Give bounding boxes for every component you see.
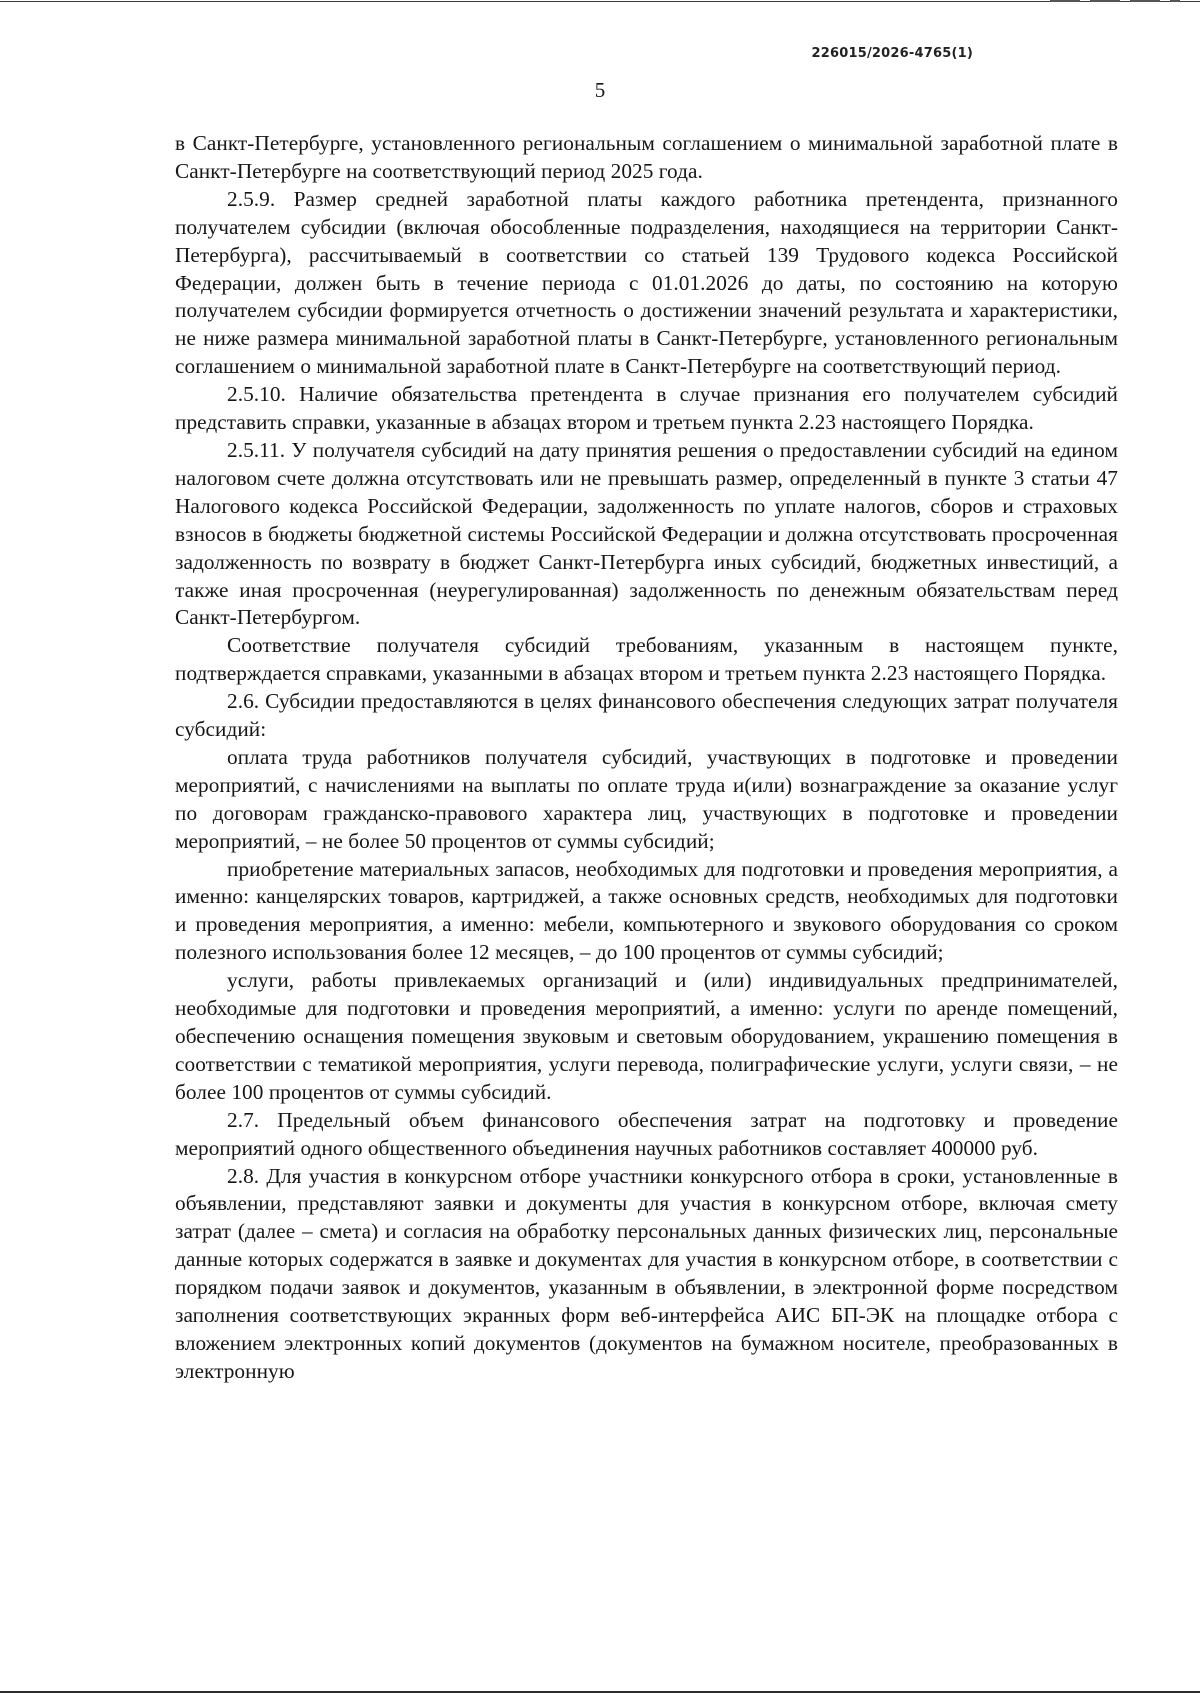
paragraph-2-5-11: 2.5.11. У получателя субсидий на дату принятия решения о предоставлении субсидий на едином налоговом счете должна отсутствовать или не превышать размер, определенный в пункте 3 статьи 47 Налогового кодекса Российской Федерации, задолженность по уплате налогов, сборов и страховых взносов в бюджеты бюджетной системы Российской Федерации и должна отсутствовать просроченная задолженность по возврату в бюджет Санкт-Петербурга иных субсидий, бюджетных инвестиций, а также иная просроченная (неурегулированная) задолженность по денежным обязательствам перед Санкт-Петербургом. [175, 437, 1118, 630]
paragraph-2-5-9: 2.5.9. Размер средней заработной платы каждого работника претендента, признанного получателем субсидии (включая обособленные подразделения, находящиеся на территории Санкт-Петербурга), рассчитываемый в соответствии со статьей 139 Трудового кодекса Российской Федерации, должен быть в течение периода с 01.01.2026 до даты, по состоянию на которую получателем субсидии формируется отчетность о достижении значений результата и характеристики, не ниже размера минимальной заработной платы в Санкт-Петербурге, установленного региональным соглашением о минимальной заработной плате в Санкт-Петербурге на соответствующий период. [175, 186, 1118, 379]
document-body [175, 130, 1118, 1386]
paragraph-2-5-10: 2.5.10. Наличие обязательства претендента в случае признания его получателем субсидий представить справки, указанные в абзацах втором и третьем пункта 2.23 настоящего Порядка. [175, 382, 1118, 435]
paragraph-continuation: в Санкт-Петербурге, установленного региональным соглашением о минимальной заработной плате в Санкт-Петербурге на соответствующий период 2025 года. [175, 131, 1118, 183]
scan-bottom-edge [0, 1691, 1200, 1693]
paragraph-2-8: 2.8. Для участия в конкурсном отборе участники конкурсного отбора в сроки, установленные в объявлении, представляют заявки и документы для участия в конкурсном отборе, включая смету затрат (далее – смета) и согласия на обработку персональных данных физических лиц, персональные данные которых содержатся в заявке и документах для участия в конкурсном отборе, в соответствии с порядком подачи заявок и документов, указанным в объявлении, в электронной форме посредством заполнения соответствующих экранных форм веб-интерфейса АИС БП-ЭК на площадке отбора с вложением электронных копий документов (документов на бумажном носителе, преобразованных в электронную [175, 1163, 1118, 1383]
paragraph-services: услуги, работы привлекаемых организаций и (или) индивидуальных предпринимателей, необходимые для подготовки и проведения мероприятий, а именно: услуги по аренде помещений, обеспечению оснащения помещения звуковым и световым оборудованием, украшению помещения в соответствии с тематикой мероприятия, услуги перевода, полиграфические услуги, услуги связи, – не более 100 процентов от суммы субсидий. [175, 968, 1118, 1104]
scan-top-edge [0, 1, 1200, 2]
page-number: 5 [594, 78, 606, 102]
scan-corner-mark [1050, 0, 1180, 2]
paragraph-labor-costs: оплата труда работников получателя субсидий, участвующих в подготовке и проведении мероприятий, с начислениями на выплаты по оплате труда и(или) вознаграждение за оказание услуг по договорам гражданско-правового характера лиц, участвующих в подготовке и проведении мероприятий, – не более 50 процентов от суммы субсидий; [175, 744, 1118, 853]
paragraph-2-7: 2.7. Предельный объем финансового обеспечения затрат на подготовку и проведение мероприятий одного общественного объединения научных работников составляет 400000 руб. [175, 1107, 1118, 1160]
paragraph-materials: приобретение материальных запасов, необходимых для подготовки и проведения мероприятия, а именно: канцелярских товаров, картриджей, а также основных средств, необходимых для подготовки и проведения мероприятия, а именно: мебели, компьютерного и звукового оборудования со сроком полезного использования более 12 месяцев, – до 100 процентов от суммы субсидий; [175, 856, 1118, 965]
document-number: 226015/2026-4765(1) [811, 46, 973, 61]
paragraph-2-6: 2.6. Субсидии предоставляются в целях финансового обеспечения следующих затрат получателя субсидий: [175, 689, 1118, 742]
paragraph-compliance: Соответствие получателя субсидий требованиям, указанным в настоящем пункте, подтверждается справками, указанными в абзацах втором и третьем пункта 2.23 настоящего Порядка. [175, 633, 1118, 686]
